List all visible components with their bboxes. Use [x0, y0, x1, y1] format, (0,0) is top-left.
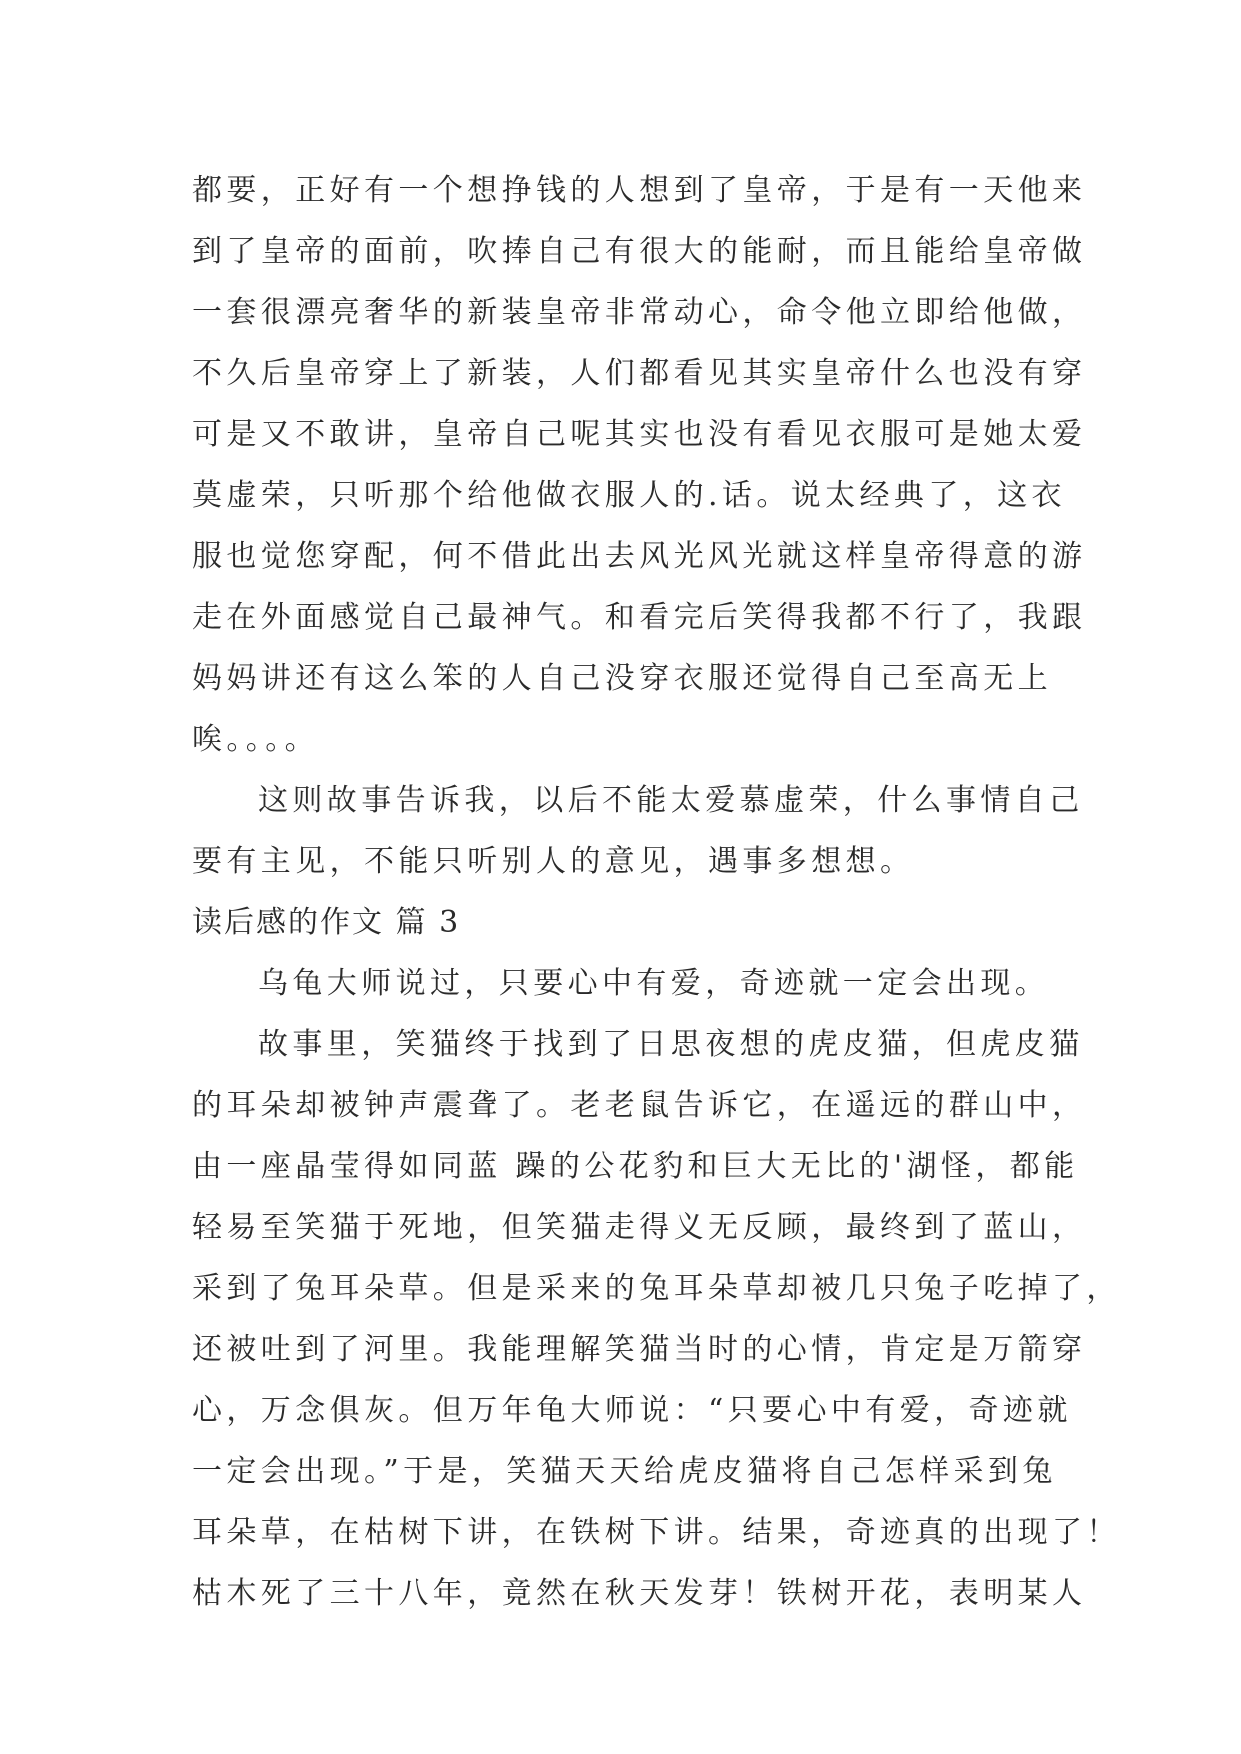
text-line: 的耳朵却被钟声震聋了。老老鼠告诉它，在遥远的群山中， — [192, 1088, 1087, 1123]
text-line: 走在外面感觉自己最神气。和看完后笑得我都不行了，我跟 — [192, 600, 1087, 635]
text-line: 还被吐到了河里。我能理解笑猫当时的心情，肯定是万箭穿 — [192, 1332, 1087, 1367]
text-line: 采到了兔耳朵草。但是采来的兔耳朵草却被几只兔子吃掉了， — [192, 1271, 1121, 1306]
text-line: 乌龟大师说过，只要心中有爱，奇迹就一定会出现。 — [258, 966, 1050, 1001]
text-line: 服也觉您穿配，何不借此出去风光风光就这样皇帝得意的游 — [192, 539, 1087, 574]
document-body — [192, 160, 1121, 1624]
text-line: 一套很漂亮奢华的新装皇帝非常动心，命令他立即给他做， — [192, 295, 1087, 330]
text-line: 到了皇帝的面前，吹捧自己有很大的能耐，而且能给皇帝做 — [192, 234, 1087, 269]
text-line: 枯木死了三十八年，竟然在秋天发芽！铁树开花，表明某人 — [192, 1576, 1087, 1611]
text-line: 耳朵草，在枯树下讲，在铁树下讲。结果，奇迹真的出现了！ — [192, 1515, 1121, 1550]
text-line: 不久后皇帝穿上了新装，人们都看见其实皇帝什么也没有穿 — [192, 356, 1087, 391]
text-line: 妈妈讲还有这么笨的人自己没穿衣服还觉得自己至高无上 — [192, 661, 1052, 696]
text-line: 都要，正好有一个想挣钱的人想到了皇帝，于是有一天他来 — [192, 173, 1087, 208]
text-line: 莫虚荣，只听那个给他做衣服人的.话。说太经典了，这衣 — [192, 478, 1066, 513]
text-line: 心，万念俱灰。但万年龟大师说：“只要心中有爱，奇迹就 — [192, 1393, 1072, 1428]
text-line: 这则故事告诉我，以后不能太爱慕虚荣，什么事情自己 — [258, 783, 1084, 818]
section-heading: 读后感的作文 篇 3 — [192, 905, 461, 940]
text-line: 故事里，笑猫终于找到了日思夜想的虎皮猫，但虎皮猫 — [258, 1027, 1084, 1062]
text-line: 可是又不敢讲，皇帝自己呢其实也没有看见衣服可是她太爱 — [192, 417, 1087, 452]
text-line: 轻易至笑猫于死地，但笑猫走得义无反顾，最终到了蓝山， — [192, 1210, 1087, 1245]
text-line: 一定会出现。”于是，笑猫天天给虎皮猫将自己怎样采到兔 — [192, 1454, 1057, 1489]
text-line: 由一座晶莹得如同蓝 躁的公花豹和巨大无比的'湖怪，都能 — [192, 1149, 1079, 1184]
text-line: 唉。。。。 — [192, 722, 319, 757]
text-line: 要有主见，不能只听别人的意见，遇事多想想。 — [192, 844, 915, 879]
